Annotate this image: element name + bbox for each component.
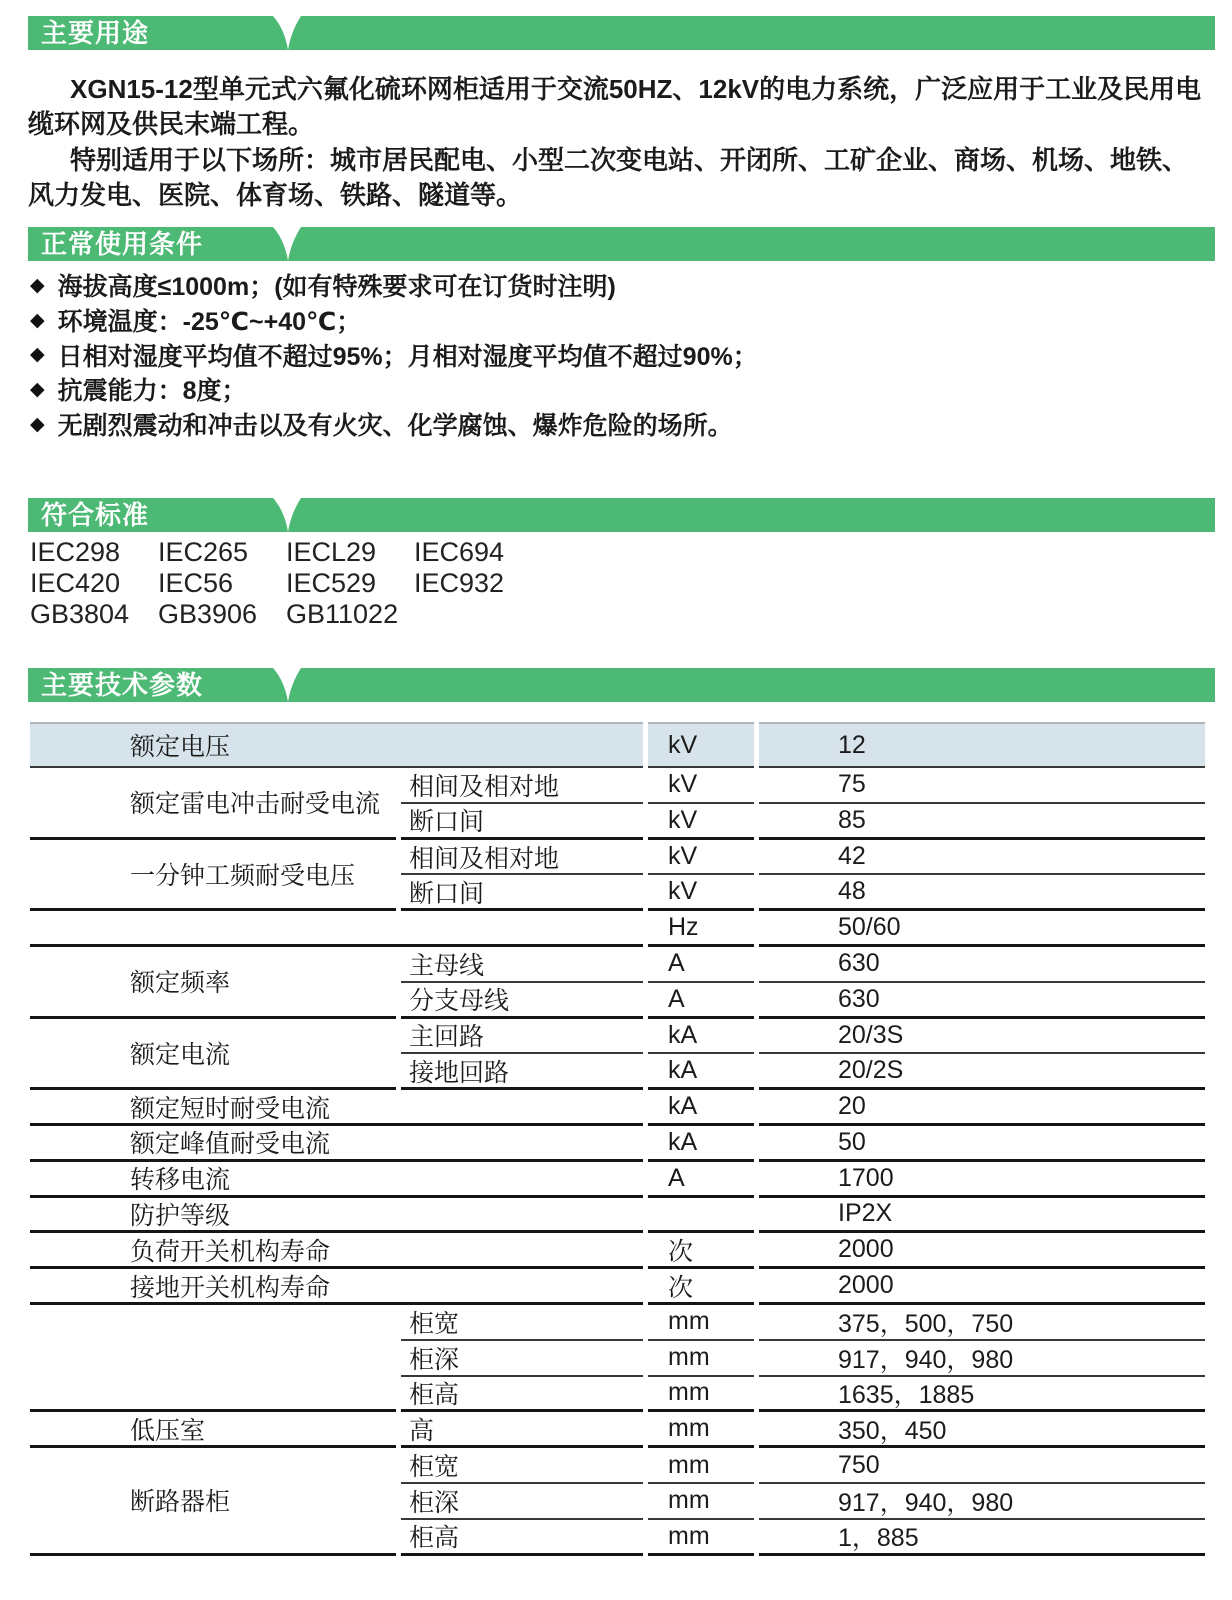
param-sub-cell: 主母线 <box>401 947 643 983</box>
banner-swoosh-icon <box>273 227 303 261</box>
param-value-cell: 50 <box>759 1126 1205 1162</box>
param-unit-cell: A <box>648 947 754 983</box>
condition-item <box>30 337 1210 372</box>
standards-line <box>30 537 930 568</box>
param-sub-cell: 柜宽 <box>401 1305 643 1341</box>
standard-code: IEC529 <box>286 567 377 598</box>
param-value-cell: 1，885 <box>759 1520 1205 1556</box>
param-value-cell: 375，500，750 <box>759 1305 1205 1341</box>
param-sub-cell: 断口间 <box>401 875 643 911</box>
param-param-cell: 额定电流 <box>30 1019 396 1091</box>
standard-code: IEC694 <box>414 537 505 567</box>
param-unit-cell: mm <box>648 1412 754 1448</box>
param-sub-cell: 相间及相对地 <box>401 840 643 876</box>
param-value-cell: 750 <box>759 1448 1205 1484</box>
standard-code: IEC420 <box>30 567 121 598</box>
banner-swoosh-icon <box>273 16 303 50</box>
condition-text: 海拔高度≤1000m；(如有特殊要求可在订货时注明) <box>57 273 616 302</box>
uses-paragraphs <box>28 72 1208 214</box>
param-param-cell: 断路器柜 <box>30 1448 396 1555</box>
param-sub-cell: 高 <box>401 1412 643 1448</box>
param-sub-cell: 接地回路 <box>401 1054 643 1090</box>
standard-code: IECL29 <box>286 537 377 567</box>
param-sub-cell: 柜高 <box>401 1520 643 1556</box>
param-value-cell: 75 <box>759 768 1205 804</box>
param-param-cell: 额定电压 <box>30 722 643 768</box>
condition-item <box>30 372 1210 407</box>
param-value-cell: 20/2S <box>759 1054 1205 1090</box>
param-value-cell: 48 <box>759 875 1205 911</box>
param-unit-cell: mm <box>648 1484 754 1520</box>
param-unit-cell: kA <box>648 1126 754 1162</box>
param-unit-cell: A <box>648 1162 754 1198</box>
param-sub-cell: 柜高 <box>401 1377 643 1413</box>
param-unit-cell: kV <box>648 768 754 804</box>
param-param-cell: 转移电流 <box>30 1162 643 1198</box>
param-param-cell: 额定短时耐受电流 <box>30 1090 643 1126</box>
param-param-cell <box>30 1305 396 1412</box>
param-value-cell: 1700 <box>759 1162 1205 1198</box>
param-sub-cell: 柜宽 <box>401 1448 643 1484</box>
param-value-cell: 917，940，980 <box>759 1341 1205 1377</box>
section-banner-conditions <box>28 227 1215 261</box>
param-value-cell: IP2X <box>759 1198 1205 1234</box>
standard-code: IEC932 <box>414 567 505 598</box>
condition-item <box>30 303 1210 338</box>
param-param-cell: 负荷开关机构寿命 <box>30 1233 643 1269</box>
param-unit-cell: mm <box>648 1305 754 1341</box>
section-title-standards: 符合标准 <box>41 500 150 530</box>
param-unit-cell: kA <box>648 1019 754 1055</box>
param-sub-cell: 主回路 <box>401 1019 643 1055</box>
param-sub-cell: 柜深 <box>401 1484 643 1520</box>
param-param-cell: 额定频率 <box>30 947 396 1019</box>
condition-item <box>30 268 1210 303</box>
diamond-bullet-icon: ◆ <box>30 378 45 400</box>
standards-line <box>30 599 930 630</box>
param-unit-cell: kV <box>648 804 754 840</box>
standards-list <box>30 537 930 629</box>
standard-code: IEC298 <box>30 537 121 567</box>
param-unit-cell: mm <box>648 1520 754 1556</box>
uses-paragraph-2: 特别适用于以下场所：城市居民配电、小型二次变电站、开闭所、工矿企业、商场、机场、地铁、风力发电、医院、体育场、铁路、隧道等。 <box>28 144 1189 211</box>
param-value-cell: 630 <box>759 947 1205 983</box>
section-title-uses: 主要用途 <box>41 18 150 48</box>
param-param-cell: 一分钟工频耐受电压 <box>30 840 396 912</box>
param-unit-cell: 次 <box>648 1233 754 1269</box>
param-unit-cell: mm <box>648 1448 754 1484</box>
param-value-cell: 2000 <box>759 1233 1205 1269</box>
param-unit-cell: A <box>648 983 754 1019</box>
section-title-parameters: 主要技术参数 <box>41 670 204 700</box>
param-param-cell: 防护等级 <box>30 1198 643 1234</box>
param-sub-cell: 断口间 <box>401 804 643 840</box>
section-title-conditions: 正常使用条件 <box>41 229 204 259</box>
standard-code: IEC265 <box>158 537 249 567</box>
condition-text: 环境温度：-25℃~+40℃； <box>57 308 362 337</box>
param-unit-cell: mm <box>648 1341 754 1377</box>
param-param-cell: 额定峰值耐受电流 <box>30 1126 643 1162</box>
param-value-cell: 917，940，980 <box>759 1484 1205 1520</box>
diamond-bullet-icon: ◆ <box>30 309 45 331</box>
parameters-table <box>30 722 1205 1556</box>
param-unit-cell: kV <box>648 875 754 911</box>
param-param-cell <box>30 911 643 947</box>
condition-text: 无剧烈震动和冲击以及有火灾、化学腐蚀、爆炸危险的场所。 <box>57 412 733 441</box>
condition-text: 日相对湿度平均值不超过95%；月相对湿度平均值不超过90%； <box>57 342 758 371</box>
standards-line <box>30 568 930 599</box>
condition-text: 抗震能力：8度； <box>57 377 247 406</box>
standard-code: GB11022 <box>286 598 399 629</box>
banner-swoosh-icon <box>273 668 303 702</box>
param-param-cell: 低压室 <box>30 1412 396 1448</box>
param-value-cell: 20/3S <box>759 1019 1205 1055</box>
param-value-cell: 12 <box>759 722 1205 768</box>
standard-code: GB3804 <box>30 598 130 629</box>
operating-conditions-list <box>30 268 1210 441</box>
param-unit-cell: 次 <box>648 1269 754 1305</box>
banner-swoosh-icon <box>273 498 303 532</box>
param-sub-cell: 柜深 <box>401 1341 643 1377</box>
param-value-cell: 20 <box>759 1090 1205 1126</box>
param-value-cell: 42 <box>759 840 1205 876</box>
section-banner-parameters <box>28 668 1215 702</box>
section-banner-standards <box>28 498 1215 532</box>
param-value-cell: 1635，1885 <box>759 1377 1205 1413</box>
diamond-bullet-icon: ◆ <box>30 344 45 366</box>
standard-code: GB3906 <box>158 598 258 629</box>
standard-code: IEC56 <box>158 567 234 598</box>
section-banner-uses <box>28 16 1215 50</box>
param-unit-cell: kA <box>648 1054 754 1090</box>
param-unit-cell <box>648 1198 754 1234</box>
param-value-cell: 630 <box>759 983 1205 1019</box>
param-param-cell: 额定雷电冲击耐受电流 <box>30 768 396 840</box>
param-unit-cell: kV <box>648 840 754 876</box>
uses-paragraph-1: XGN15-12型单元式六氟化硫环网柜适用于交流50HZ、12kV的电力系统，广泛应用于工业及民用电缆环网及供民末端工程。 <box>28 74 1202 140</box>
condition-item <box>30 407 1210 442</box>
param-unit-cell: mm <box>648 1377 754 1413</box>
param-value-cell: 50/60 <box>759 911 1205 947</box>
param-value-cell: 350，450 <box>759 1412 1205 1448</box>
diamond-bullet-icon: ◆ <box>30 274 45 296</box>
param-unit-cell: Hz <box>648 911 754 947</box>
param-unit-cell: kV <box>648 722 754 768</box>
param-unit-cell: kA <box>648 1090 754 1126</box>
param-sub-cell: 分支母线 <box>401 983 643 1019</box>
param-value-cell: 85 <box>759 804 1205 840</box>
param-sub-cell: 相间及相对地 <box>401 768 643 804</box>
diamond-bullet-icon: ◆ <box>30 413 45 435</box>
param-param-cell: 接地开关机构寿命 <box>30 1269 643 1305</box>
param-value-cell: 2000 <box>759 1269 1205 1305</box>
